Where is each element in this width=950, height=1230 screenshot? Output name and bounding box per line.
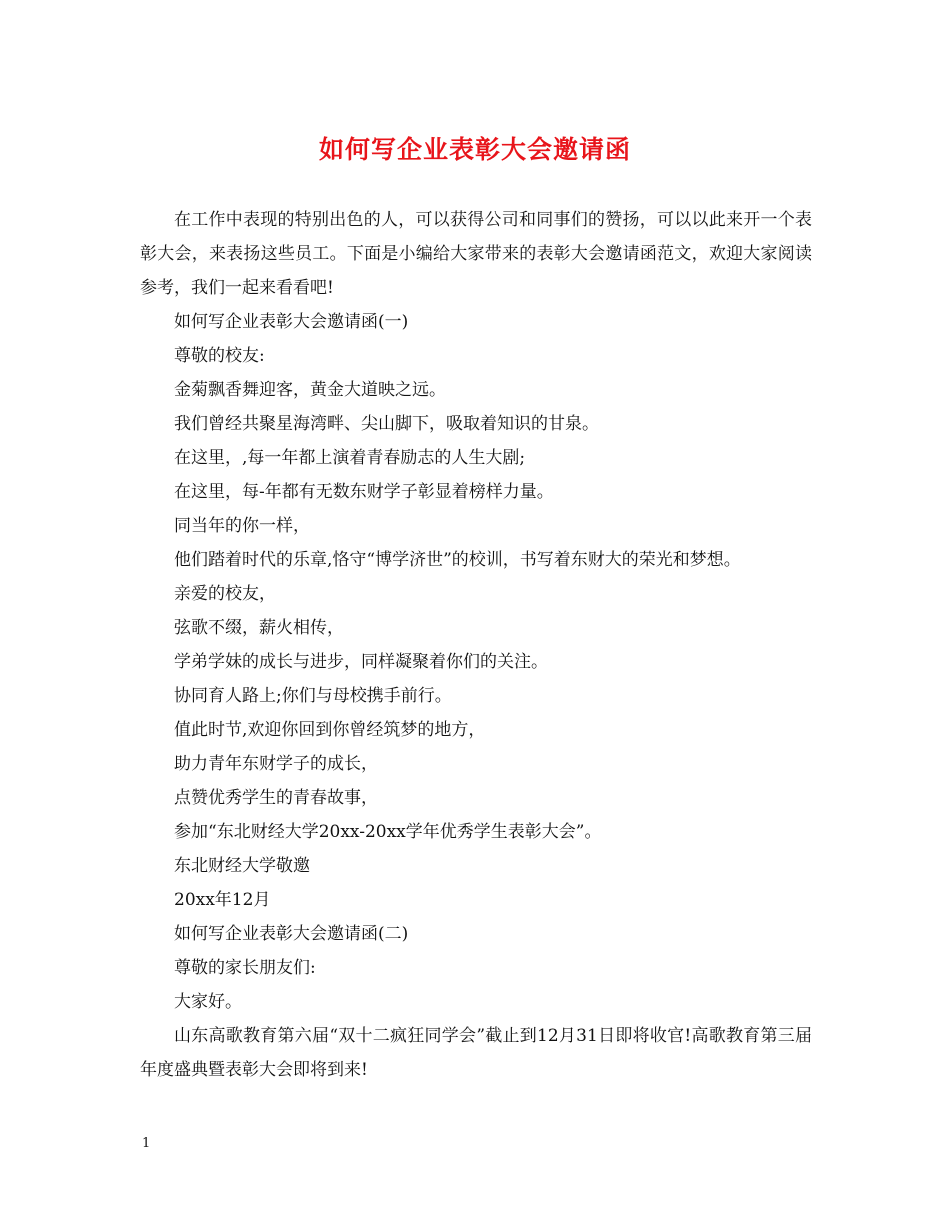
paragraph-line: 点赞优秀学生的青春故事， — [174, 788, 378, 808]
paragraph-announcement: 山东高歌教育第六届“双十二疯狂同学会”截止到12月31日即将收官!高歌教育第三届年度盛典暨表彰大会即将到来! — [140, 1026, 812, 1080]
paragraph-line: 弦歌不缀，薪火相传， — [174, 618, 344, 638]
page-number: 1 — [142, 1136, 151, 1151]
paragraph-line: 他们踏着时代的乐章,恪守“博学济世”的校训，书写着东财大的荣光和梦想。 — [174, 550, 741, 570]
signature-line: 东北财经大学敬邀 — [174, 856, 310, 876]
salutation-alumni: 尊敬的校友: — [174, 346, 265, 366]
paragraph-line: 学弟学妹的成长与进步，同样凝聚着你们的关注。 — [174, 652, 548, 672]
salutation-parents: 尊敬的家长朋友们: — [174, 958, 316, 978]
paragraph-line: 我们曾经共聚星海湾畔、尖山脚下，吸取着知识的甘泉。 — [174, 414, 599, 434]
document-title: 如何写企业表彰大会邀请函 — [318, 135, 631, 164]
paragraph-line: 助力青年东财学子的成长， — [174, 754, 378, 774]
paragraph-line: 在这里，每-年都有无数东财学子彰显着榜样力量。 — [174, 482, 554, 502]
paragraph-line: 值此时节,欢迎你回到你曾经筑梦的地方， — [174, 720, 486, 740]
document-body — [140, 203, 812, 1087]
paragraph-line: 金菊飘香舞迎客，黄金大道映之远。 — [174, 380, 446, 400]
section-heading-two: 如何写企业表彰大会邀请函(二) — [174, 924, 409, 944]
paragraph-line: 亲爱的校友， — [174, 584, 276, 604]
paragraph-line: 在这里，,每一年都上演着青春励志的人生大剧; — [174, 448, 526, 468]
section-heading-one: 如何写企业表彰大会邀请函(一) — [174, 312, 409, 332]
paragraph-line: 参加“东北财经大学20xx-20xx学年优秀学生表彰大会”。 — [174, 822, 602, 842]
paragraph-line: 同当年的你一样， — [174, 516, 310, 536]
date-line: 20xx年12月 — [174, 890, 271, 910]
greeting-line: 大家好。 — [174, 992, 242, 1012]
paragraph-intro: 在工作中表现的特别出色的人，可以获得公司和同事们的赞扬，可以以此来开一个表彰大会，来表扬这些员工。下面是小编给大家带来的表彰大会邀请函范文，欢迎大家阅读参考，我们一起来看看吧! — [140, 210, 812, 298]
paragraph-line: 协同育人路上;你们与母校携手前行。 — [174, 686, 452, 706]
